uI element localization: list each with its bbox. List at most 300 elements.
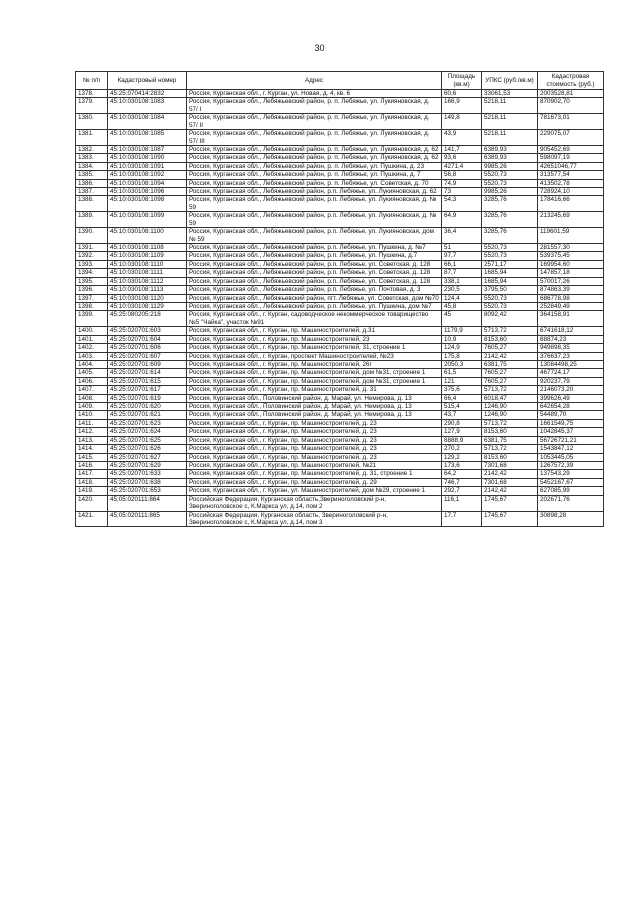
cadastral-cost-cell: 252849,49 (538, 302, 604, 310)
area-cell: 45 (442, 311, 482, 327)
row-num-cell: 1378. (76, 90, 108, 98)
upks-cell: 1685,94 (482, 277, 538, 285)
area-cell: 124,4 (442, 294, 482, 302)
cadastral-cost-cell: 6741618,12 (538, 327, 604, 335)
row-num-cell: 1381. (76, 130, 108, 146)
row-num-cell: 1406. (76, 377, 108, 385)
address-cell: Россия, Курганская обл., Лебяжьевский район, р.п. Лебяжье, ул. Пушкина, д. №7 (187, 244, 442, 252)
cadastral-number-cell: 45:25:020701:625 (108, 436, 187, 444)
address-cell: Россия, Курганская обл., Лебяжьевский район, р.п. Лебяжье, ул. Почтовая, д. 3 (187, 286, 442, 294)
cadastral-cost-cell: 627085,99 (538, 487, 604, 495)
row-num-cell: 1383. (76, 154, 108, 162)
row-num-cell: 1411. (76, 419, 108, 427)
address-cell: Россия, Курганская обл., Лебяжьевский район, р.п. Лебяжье, ул. Советская, д. 128 (187, 260, 442, 268)
address-cell: Россия, Курганская обл., г. Курган, ул. Новая, д. 4, кв. 6 (187, 90, 442, 98)
cadastral-cost-cell: 119601,59 (538, 228, 604, 244)
cadastral-number-cell: 45:10:030108:1113 (108, 286, 187, 294)
cadastral-cost-cell: 229075,07 (538, 130, 604, 146)
cadastral-number-cell: 45:10:030108:1129 (108, 302, 187, 310)
cadastral-number-cell: 45:10:030108:1112 (108, 277, 187, 285)
table-row (76, 352, 604, 360)
address-cell: Россия, Курганская обл., Лебяжьевский район, р. п. Лебяжье, ул. Лукияновская, д. 62 (187, 154, 442, 162)
upks-cell: 2142,42 (482, 470, 538, 478)
cadastral-number-cell: 45:10:030108:1084 (108, 114, 187, 130)
cadastral-number-cell: 45:25:020701:621 (108, 411, 187, 419)
area-cell: 17,7 (442, 511, 482, 527)
address-cell: Россия, Курганская обл., Лебяжьевский район, р. п. Лебяжье, ул. Лукияновская, д. 57/ II (187, 114, 442, 130)
address-cell: Россия, Курганская обл., г. Курган, пр. Машиностроителей, д.31 (187, 327, 442, 335)
address-cell: Россия, Курганская обл., Лебяжьевский район, р.п. Лебяжье, ул. Лукияновская, дом № 59 (187, 228, 442, 244)
row-num-cell: 1380. (76, 114, 108, 130)
cadastral-cost-cell: 213245,69 (538, 212, 604, 228)
row-num-cell: 1407. (76, 386, 108, 394)
row-num-cell: 1385. (76, 171, 108, 179)
cadastral-cost-cell: 467724,17 (538, 369, 604, 377)
cadastral-cost-cell: 870902,70 (538, 98, 604, 114)
upks-cell: 5520,73 (482, 302, 538, 310)
area-cell: 10,9 (442, 335, 482, 343)
area-cell: 45,8 (442, 302, 482, 310)
area-cell: 290,8 (442, 419, 482, 427)
row-num-cell: 1400. (76, 327, 108, 335)
table-row (76, 327, 604, 335)
area-cell: 66,1 (442, 260, 482, 268)
table-row (76, 162, 604, 170)
row-num-cell: 1379. (76, 98, 108, 114)
row-num-cell: 1402. (76, 344, 108, 352)
table-row (76, 487, 604, 495)
table-row (76, 130, 604, 146)
area-cell: 93,6 (442, 154, 482, 162)
cadastral-number-cell: 45:10:030108:1111 (108, 269, 187, 277)
address-cell: Россия, Курганская обл., Половинский район, д. Марай, ул. Немирова, д. 13 (187, 394, 442, 402)
area-cell: 2050,3 (442, 360, 482, 368)
area-cell: 141,7 (442, 145, 482, 153)
upks-cell: 8153,60 (482, 335, 538, 343)
header-cadastral-number: Кадастровый номер (108, 72, 187, 90)
cadastral-number-cell: 45:10:030108:1096 (108, 188, 187, 196)
area-cell: 73 (442, 188, 482, 196)
upks-cell: 5520,73 (482, 294, 538, 302)
row-num-cell: 1387. (76, 188, 108, 196)
cadastral-cost-cell: 642654,28 (538, 403, 604, 411)
table-row (76, 495, 604, 511)
address-cell: Россия, Курганская обл., г. Курган, пр. Машиностроителей, дом №31, строение 1 (187, 377, 442, 385)
cadastral-number-cell: 45:25:020701:607 (108, 352, 187, 360)
cadastral-number-cell: 45:25:020701:653 (108, 487, 187, 495)
table-row (76, 212, 604, 228)
table-row (76, 478, 604, 486)
cadastral-cost-cell: 1543847,12 (538, 445, 604, 453)
row-num-cell: 1410. (76, 411, 108, 419)
table-row (76, 188, 604, 196)
cadastral-number-cell: 45:25:020701:617 (108, 386, 187, 394)
cadastral-cost-cell: 570017,26 (538, 277, 604, 285)
cadastral-cost-cell: 54489,70 (538, 411, 604, 419)
upks-cell: 5520,73 (482, 244, 538, 252)
cadastral-number-cell: 45:25:020701:606 (108, 344, 187, 352)
upks-cell: 3795,50 (482, 286, 538, 294)
area-cell: 375,6 (442, 386, 482, 394)
cadastral-cost-cell: 88874,23 (538, 335, 604, 343)
area-cell: 36,4 (442, 228, 482, 244)
table-row (76, 154, 604, 162)
row-num-cell: 1391. (76, 244, 108, 252)
address-cell: Россия, Курганская обл., Лебяжьевский район, р.п. Лебяжье, ул. Советская, д. 128 (187, 277, 442, 285)
row-num-cell: 1386. (76, 179, 108, 187)
address-cell: Россия, Курганская обл., г. Курган, садоводческое некоммерческое товарищество №5 "Чайка", участок №91 (187, 311, 442, 327)
cadastral-cost-cell: 2003528,81 (538, 90, 604, 98)
upks-cell: 5713,72 (482, 419, 538, 427)
area-cell: 54,3 (442, 196, 482, 212)
table-row (76, 360, 604, 368)
area-cell: 97,7 (442, 252, 482, 260)
upks-cell: 5218,11 (482, 98, 538, 114)
table-row (76, 311, 604, 327)
row-num-cell: 1394. (76, 269, 108, 277)
cadastral-cost-cell: 781673,01 (538, 114, 604, 130)
area-cell: 166,9 (442, 98, 482, 114)
table-row (76, 453, 604, 461)
address-cell: Россия, Курганская обл., Половинский район, д. Марай, ул. Немирова, д. 13 (187, 411, 442, 419)
row-num-cell: 1389. (76, 212, 108, 228)
upks-cell: 8153,60 (482, 428, 538, 436)
row-num-cell: 1399. (76, 311, 108, 327)
upks-cell: 7301,68 (482, 461, 538, 469)
address-cell: Российская Федерация, Курганская область, Звериноголовский р-н, Звериноголовское с, К.Маркса ул, д.14, пом 3 (187, 511, 442, 527)
address-cell: Россия, Курганская обл., г. Курган, пр. Машиностроителей, №21 (187, 461, 442, 469)
cadastral-number-cell: 45:10:030108:1092 (108, 171, 187, 179)
address-cell: Россия, Курганская обл., г. Курган, пр. Машиностроителей, д. 23 (187, 453, 442, 461)
area-cell: 74,9 (442, 179, 482, 187)
upks-cell: 5520,73 (482, 179, 538, 187)
area-cell: 64,9 (442, 212, 482, 228)
upks-cell: 9985,26 (482, 188, 538, 196)
table-row (76, 252, 604, 260)
table-row (76, 302, 604, 310)
header-num: № п/п (76, 72, 108, 90)
table-row (76, 260, 604, 268)
cadastral-number-cell: 45:10:030108:1083 (108, 98, 187, 114)
table-row (76, 269, 604, 277)
cadastral-number-cell: 45:10:030108:1094 (108, 179, 187, 187)
upks-cell: 5713,72 (482, 445, 538, 453)
address-cell: Россия, Курганская обл., Лебяжьевский район, р.п. Лебяжье, ул. Лукияновская, д. № 59 (187, 196, 442, 212)
cadastral-cost-cell: 905452,69 (538, 145, 604, 153)
area-cell: 292,7 (442, 487, 482, 495)
row-num-cell: 1392. (76, 252, 108, 260)
table-row (76, 511, 604, 527)
address-cell: Россия, Курганская обл., Лебяжьевский район, р. п. Лебяжье, ул. Пушкина, д. 23 (187, 162, 442, 170)
address-cell: Россия, Курганская обл., Лебяжьевский район, р.п. Лебяжье, ул. Пушкина, дом №7 (187, 302, 442, 310)
area-cell: 149,8 (442, 114, 482, 130)
address-cell: Россия, Курганская обл., г. Курган, проспект Машиностроителей, №23 (187, 352, 442, 360)
upks-cell: 5218,11 (482, 114, 538, 130)
table-row (76, 228, 604, 244)
row-num-cell: 1401. (76, 335, 108, 343)
cadastral-number-cell: 45:10:030108:1109 (108, 252, 187, 260)
row-num-cell: 1421. (76, 511, 108, 527)
address-cell: Россия, Курганская обл., Лебяжьевский район, р. п. Лебяжье, ул. Советская, д. 70 (187, 179, 442, 187)
cadastral-number-cell: 45:10:030108:1110 (108, 260, 187, 268)
cadastral-cost-cell: 137543,29 (538, 470, 604, 478)
address-cell: Россия, Курганская обл., г. Курган, пр. Машиностроителей, д. 31 (187, 386, 442, 394)
table-row (76, 335, 604, 343)
cadastral-number-cell: 45:25:080205:218 (108, 311, 187, 327)
address-cell: Россия, Курганская обл., Лебяжьевский район, р.п. Лебяжье, ул. Советская, д. 128 (187, 269, 442, 277)
header-address: Адрес (187, 72, 442, 90)
row-num-cell: 1398. (76, 302, 108, 310)
row-num-cell: 1390. (76, 228, 108, 244)
area-cell: 175,8 (442, 352, 482, 360)
cadastral-cost-cell: 874863,39 (538, 286, 604, 294)
cadastral-cost-cell: 376637,23 (538, 352, 604, 360)
cadastral-cost-cell: 5452167,67 (538, 478, 604, 486)
cadastral-number-cell: 45:10:030108:1085 (108, 130, 187, 146)
row-num-cell: 1397. (76, 294, 108, 302)
table-row (76, 445, 604, 453)
row-num-cell: 1404. (76, 360, 108, 368)
area-cell: 60,6 (442, 90, 482, 98)
cadastral-number-cell: 45:10:030108:1099 (108, 212, 187, 228)
address-cell: Россия, Курганская обл., г. Курган, пр. Машиностроителей, д. 23 (187, 428, 442, 436)
cadastral-number-cell: 45:25:020701:615 (108, 377, 187, 385)
upks-cell: 6381,75 (482, 436, 538, 444)
cadastral-cost-cell: 686778,98 (538, 294, 604, 302)
cadastral-number-cell: 45:25:020701:623 (108, 419, 187, 427)
row-num-cell: 1419. (76, 487, 108, 495)
address-cell: Россия, Курганская обл., г. Курган, ул. Машиностроителей, дом №29, строение 1 (187, 487, 442, 495)
cadastral-cost-cell: 178416,66 (538, 196, 604, 212)
row-num-cell: 1384. (76, 162, 108, 170)
table-row (76, 90, 604, 98)
header-cadastral-cost: Кадастровая стоимость (руб.) (538, 72, 604, 90)
cadastral-cost-cell: 202671,76 (538, 495, 604, 511)
cadastral-cost-cell: 2146073,20 (538, 386, 604, 394)
upks-cell: 9985,26 (482, 162, 538, 170)
cadastral-cost-cell: 13084498,25 (538, 360, 604, 368)
table-row (76, 286, 604, 294)
row-num-cell: 1393. (76, 260, 108, 268)
cadastral-number-cell: 45:10:030108:1087 (108, 145, 187, 153)
upks-cell: 1685,94 (482, 269, 538, 277)
upks-cell: 1246,90 (482, 403, 538, 411)
row-num-cell: 1409. (76, 403, 108, 411)
upks-cell: 2142,42 (482, 352, 538, 360)
cadastral-number-cell: 45:25:020701:614 (108, 369, 187, 377)
table-row (76, 386, 604, 394)
table-row (76, 377, 604, 385)
area-cell: 121 (442, 377, 482, 385)
upks-cell: 5520,73 (482, 171, 538, 179)
table-row (76, 98, 604, 114)
cadastral-cost-cell: 1042845,37 (538, 428, 604, 436)
address-cell: Российская Федерация, Курганская область,Звериноголовский р-н, Звериноголовское с, К.Маркса ул, д.14, пом 2 (187, 495, 442, 511)
address-cell: Россия, Курганская обл., г. Курган, пр. Машиностроителей, 31, строение 1 (187, 344, 442, 352)
upks-cell: 3285,76 (482, 228, 538, 244)
upks-cell: 33061,53 (482, 90, 538, 98)
cadastral-cost-cell: 413502,78 (538, 179, 604, 187)
cadastral-number-cell: 45:10:030108:1091 (108, 162, 187, 170)
upks-cell: 1246,90 (482, 411, 538, 419)
row-num-cell: 1408. (76, 394, 108, 402)
area-cell: 43,7 (442, 411, 482, 419)
upks-cell: 6389,93 (482, 154, 538, 162)
table-row (76, 403, 604, 411)
area-cell: 173,6 (442, 461, 482, 469)
address-cell: Россия, Курганская обл., Лебяжьевский район, пгт. Лебяжье, ул. Советская, дом №70 (187, 294, 442, 302)
cadastral-cost-cell: 949898,35 (538, 344, 604, 352)
cadastral-number-cell: 45:10:030108:1120 (108, 294, 187, 302)
table-row (76, 436, 604, 444)
cadastral-cost-cell: 1661549,75 (538, 419, 604, 427)
cadastral-number-cell: 45:25:020701:627 (108, 453, 187, 461)
header-area: Площадь (кв.м) (442, 72, 482, 90)
row-num-cell: 1395. (76, 277, 108, 285)
area-cell: 56,8 (442, 171, 482, 179)
cadastral-number-cell: 45:25:020701:619 (108, 394, 187, 402)
row-num-cell: 1420. (76, 495, 108, 511)
row-num-cell: 1382. (76, 145, 108, 153)
address-cell: Россия, Курганская обл., г. Курган, пр. Машиностроителей, 23 (187, 335, 442, 343)
address-cell: Россия, Курганская обл., г. Курган, пр. Машиностроителей, д. 29 (187, 478, 442, 486)
cadastral-number-cell: 45:25:020701:629 (108, 461, 187, 469)
cadastral-cost-cell: 539375,45 (538, 252, 604, 260)
table-row (76, 344, 604, 352)
upks-cell: 3285,76 (482, 212, 538, 228)
upks-cell: 6389,93 (482, 145, 538, 153)
table-header-row (76, 72, 604, 90)
row-num-cell: 1417. (76, 470, 108, 478)
cadastral-cost-cell: 42651046,77 (538, 162, 604, 170)
cadastral-cost-cell: 313577,54 (538, 171, 604, 179)
address-cell: Россия, Курганская обл., Лебяжьевский район, р. п. Лебяжье, ул. Лукияновская, д. 57/ III (187, 130, 442, 146)
cadastral-cost-cell: 30898,28 (538, 511, 604, 527)
cadastral-cost-cell: 147857,18 (538, 269, 604, 277)
cadastral-cost-cell: 399626,49 (538, 394, 604, 402)
table-row (76, 394, 604, 402)
address-cell: Россия, Курганская обл., г. Курган, пр. Машиностроителей, 26г (187, 360, 442, 368)
table-row (76, 244, 604, 252)
upks-cell: 6018,47 (482, 394, 538, 402)
area-cell: 515,4 (442, 403, 482, 411)
area-cell: 64,2 (442, 470, 482, 478)
table-row (76, 428, 604, 436)
table-row (76, 294, 604, 302)
table-row (76, 114, 604, 130)
header-upks: УПКС (руб./кв.м) (482, 72, 538, 90)
address-cell: Россия, Курганская обл., г. Курган, пр. Машиностроителей, д. 31, строение 1 (187, 470, 442, 478)
upks-cell: 5218,11 (482, 130, 538, 146)
upks-cell: 7605,27 (482, 344, 538, 352)
upks-cell: 6381,75 (482, 360, 538, 368)
address-cell: Россия, Курганская обл., Лебяжьевский район, р.п. Лебяжье, ул. Пушкина, д.7 (187, 252, 442, 260)
cadastral-value-table (75, 71, 604, 527)
cadastral-number-cell: 45:25:020701:626 (108, 445, 187, 453)
area-cell: 66,4 (442, 394, 482, 402)
upks-cell: 2571,17 (482, 260, 538, 268)
table-row (76, 461, 604, 469)
address-cell: Россия, Курганская обл., Лебяжьевский район, р. п. Лебяжье, ул. Лукияновская, д. 57/ I (187, 98, 442, 114)
address-cell: Россия, Курганская обл., г. Курган, пр. Машиностроителей, д. 23 (187, 419, 442, 427)
upks-cell: 7301,68 (482, 478, 538, 486)
row-num-cell: 1396. (76, 286, 108, 294)
cadastral-cost-cell: 169954,60 (538, 260, 604, 268)
area-cell: 51 (442, 244, 482, 252)
cadastral-number-cell: 45:05:020111:864 (108, 495, 187, 511)
cadastral-cost-cell: 728924,10 (538, 188, 604, 196)
cadastral-cost-cell: 920237,79 (538, 377, 604, 385)
address-cell: Россия, Курганская обл., Лебяжьевский район, р. п. Лебяжье, ул. Пушкина, д. 7 (187, 171, 442, 179)
address-cell: Россия, Курганская обл., Лебяжьевский район, р.п. Лебяжье, ул. Лукияновская, д. 62 (187, 188, 442, 196)
row-num-cell: 1416. (76, 461, 108, 469)
area-cell: 270,2 (442, 445, 482, 453)
table-row (76, 179, 604, 187)
area-cell: 8888,9 (442, 436, 482, 444)
area-cell: 4271,4 (442, 162, 482, 170)
cadastral-cost-cell: 281557,30 (538, 244, 604, 252)
area-cell: 43,9 (442, 130, 482, 146)
cadastral-cost-cell: 56726721,21 (538, 436, 604, 444)
upks-cell: 8092,42 (482, 311, 538, 327)
page-number: 30 (314, 43, 325, 53)
cadastral-number-cell: 45:25:070414:2832 (108, 90, 187, 98)
upks-cell: 8153,60 (482, 453, 538, 461)
row-num-cell: 1403. (76, 352, 108, 360)
address-cell: Россия, Курганская обл., г. Курган, пр. Машиностроителей, дом №31, строение 1 (187, 369, 442, 377)
upks-cell: 1745,67 (482, 495, 538, 511)
cadastral-number-cell: 45:25:020701:620 (108, 403, 187, 411)
table-row (76, 470, 604, 478)
area-cell: 746,7 (442, 478, 482, 486)
table-row (76, 171, 604, 179)
upks-cell: 3285,76 (482, 196, 538, 212)
row-num-cell: 1415. (76, 453, 108, 461)
row-num-cell: 1418. (76, 478, 108, 486)
row-num-cell: 1388. (76, 196, 108, 212)
cadastral-number-cell: 45:05:020111:865 (108, 511, 187, 527)
area-cell: 338,1 (442, 277, 482, 285)
table-row (76, 411, 604, 419)
upks-cell: 1745,67 (482, 511, 538, 527)
table-row (76, 419, 604, 427)
cadastral-number-cell: 45:10:030108:1108 (108, 244, 187, 252)
area-cell: 230,5 (442, 286, 482, 294)
area-cell: 124,9 (442, 344, 482, 352)
area-cell: 61,5 (442, 369, 482, 377)
upks-cell: 2142,42 (482, 487, 538, 495)
cadastral-cost-cell: 598097,19 (538, 154, 604, 162)
area-cell: 116,1 (442, 495, 482, 511)
cadastral-number-cell: 45:25:020701:638 (108, 478, 187, 486)
row-num-cell: 1413. (76, 436, 108, 444)
table-row (76, 196, 604, 212)
table-row (76, 145, 604, 153)
area-cell: 129,2 (442, 453, 482, 461)
address-cell: Россия, Курганская обл., Лебяжьевский район, р.п. Лебяжье, ул. Лукияновская, д. № 59 (187, 212, 442, 228)
address-cell: Россия, Курганская обл., г. Курган, пр. Машиностроителей, д. 23 (187, 445, 442, 453)
upks-cell: 5713,72 (482, 386, 538, 394)
cadastral-number-cell: 45:25:020701:603 (108, 327, 187, 335)
area-cell: 1179,9 (442, 327, 482, 335)
row-num-cell: 1412. (76, 428, 108, 436)
cadastral-number-cell: 45:10:030108:1100 (108, 228, 187, 244)
table-row (76, 277, 604, 285)
upks-cell: 7605,27 (482, 377, 538, 385)
address-cell: Россия, Курганская обл., г. Курган, пр. Машиностроителей, д. 23 (187, 436, 442, 444)
row-num-cell: 1405. (76, 369, 108, 377)
upks-cell: 5520,73 (482, 252, 538, 260)
